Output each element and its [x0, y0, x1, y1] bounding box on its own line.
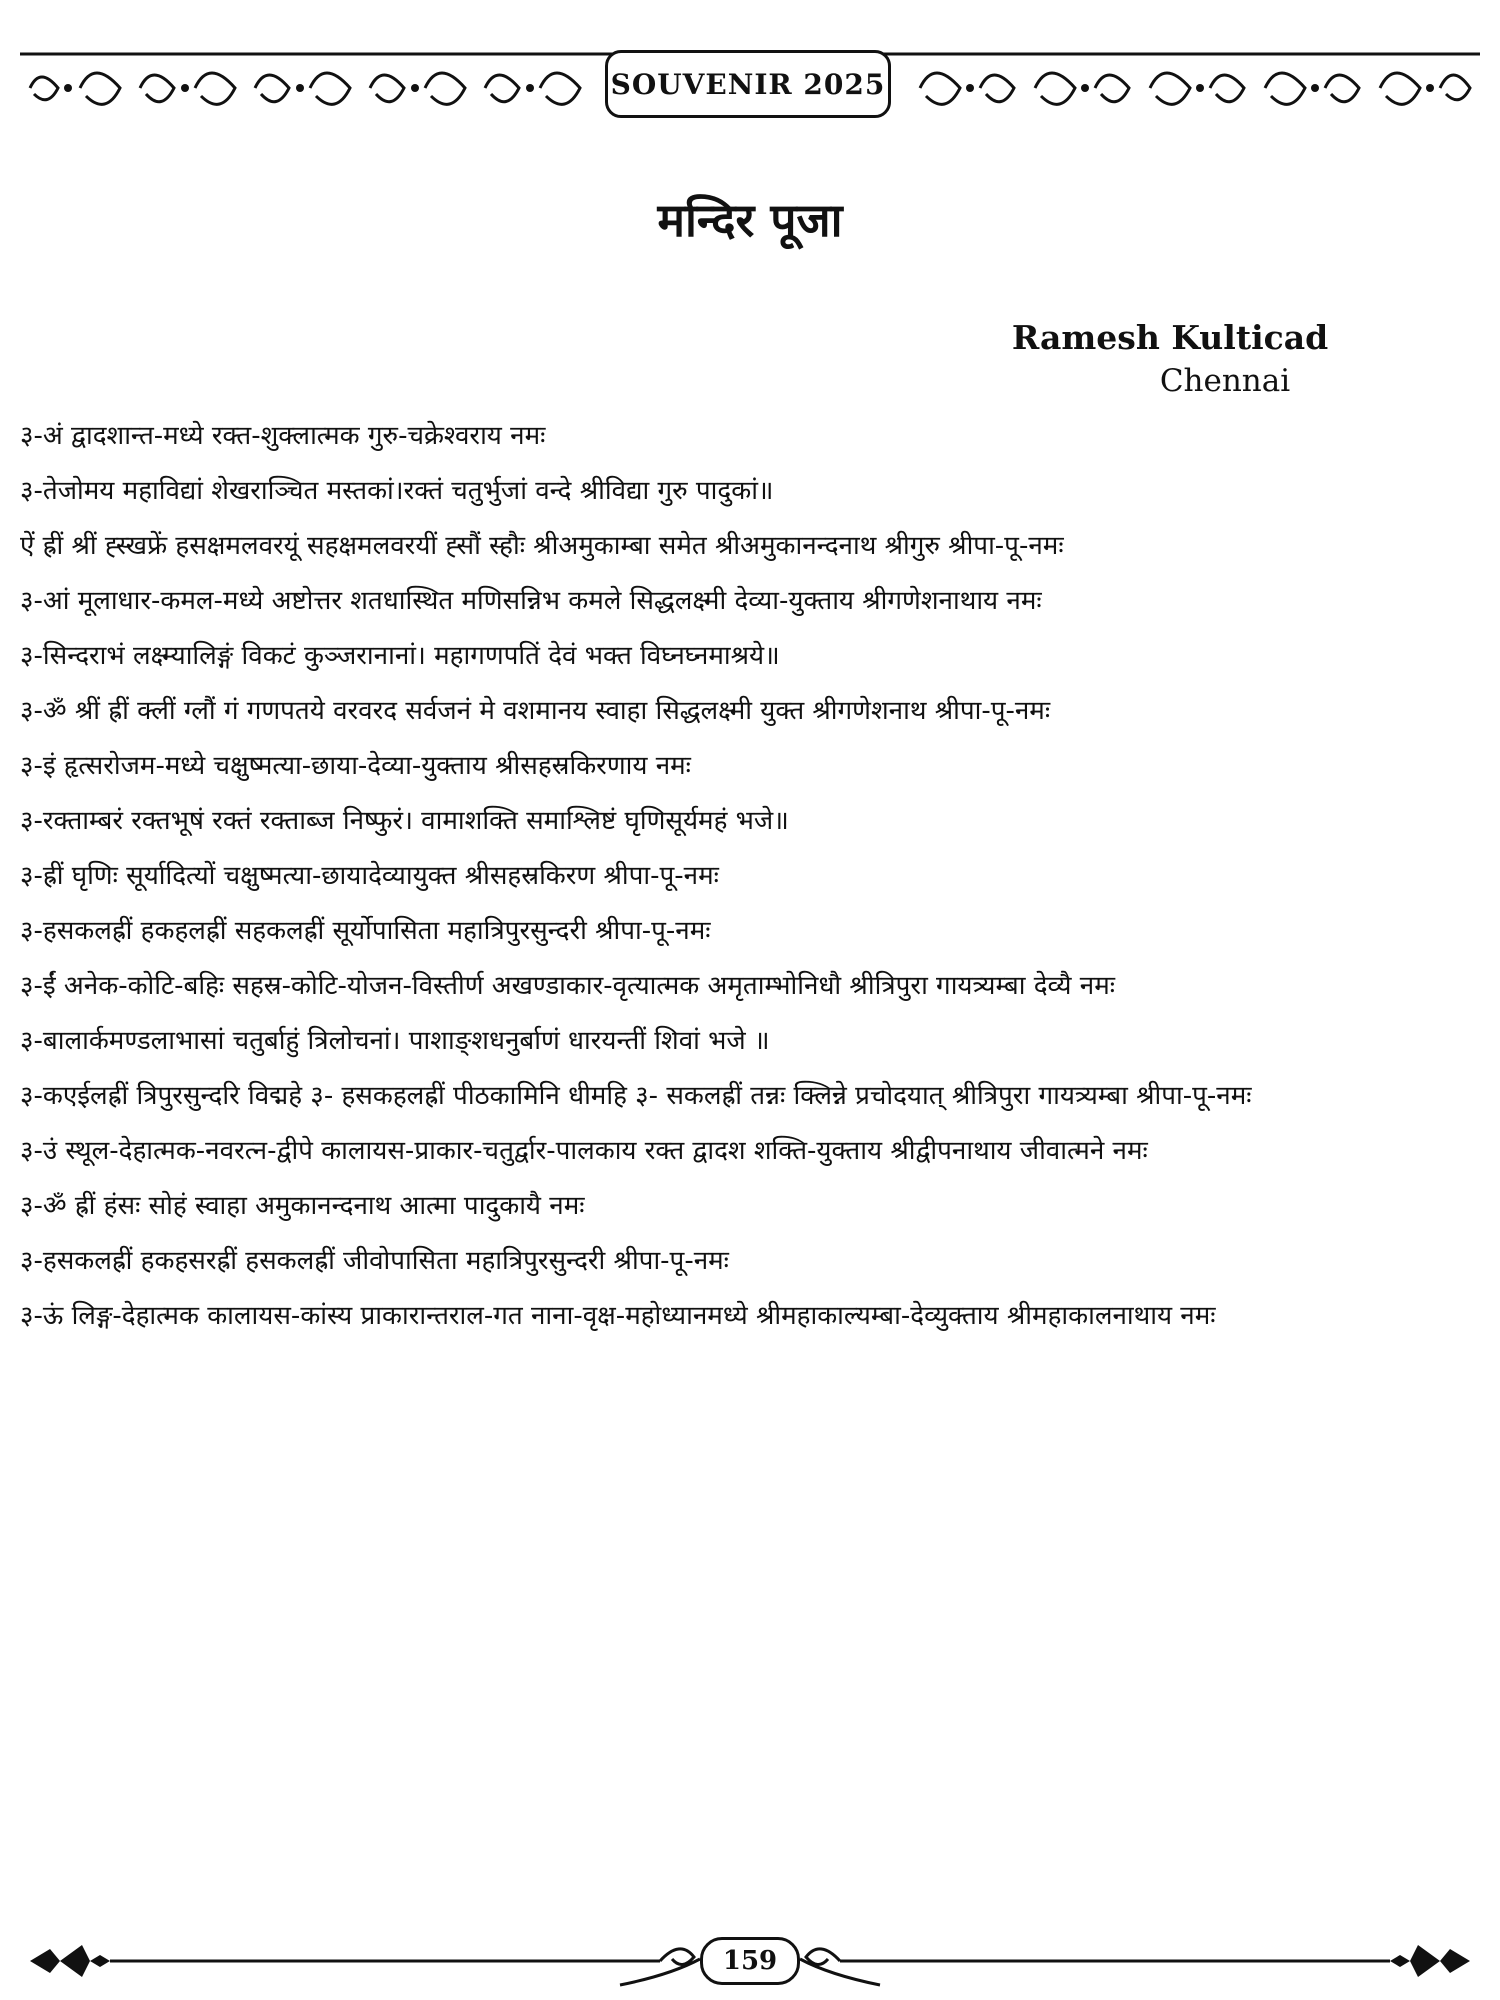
verse-paragraph: ३-ईं अनेक-कोटि-बहिः सहस्र-कोटि-योजन-विस्तीर्ण अखण्डाकार-वृत्यात्मक अमृताम्भोनिधौ श्रीत्रिपुरा गायत्र्यम्बा देव्यै नमः	[20, 971, 1116, 1001]
author-block	[960, 318, 1380, 399]
verse-paragraph: ३-सिन्दराभं लक्ष्म्यालिङ्गं विकटं कुञ्जरानानां। महागणपतिं देवं भक्त विघ्नघ्नमाश्रये॥	[20, 641, 780, 671]
verse-paragraph: ३-हसकलह्रीं हकहलह्रीं सहकलह्रीं सूर्योपासिता महात्रिपुरसुन्दरी श्रीपा-पू-नमः	[20, 916, 711, 946]
header-ornament-band	[20, 48, 1480, 128]
page-number: 159	[700, 1937, 800, 1985]
verse-paragraph: ३-इं हृत्सरोजम-मध्ये चक्षुष्मत्या-छाया-देव्या-युक्ताय श्रीसहस्रकिरणाय नमः	[20, 751, 691, 781]
footer-ornament	[20, 1935, 1480, 1997]
verse-paragraph: ३-अं द्वादशान्त-मध्ये रक्त-शुक्लात्मक गुरु-चक्रेश्वराय नमः	[20, 421, 546, 451]
verse-paragraph: ऐं ह्रीं श्रीं ह्स्खफ्रें हसक्षमलवरयूं सहक्षमलवरयीं ह्सौं स्हौः श्रीअमुकाम्बा समेत श्रीअमुकानन्दनाथ श्रीगुरु श्रीपा-पू-नमः	[20, 531, 1064, 561]
article-body	[20, 412, 1482, 1347]
verse-paragraph: ३-ऊं लिङ्ग-देहात्मक कालायस-कांस्य प्राकारान्तराल-गत नाना-वृक्ष-महोध्यानमध्ये श्रीमहाकाल्यम्बा-देव्युक्ताय श्रीमहाकालनाथाय नमः	[20, 1301, 1216, 1331]
verse-paragraph: ३-ॐ श्रीं ह्रीं क्लीं ग्लौं गं गणपतये वरवरद सर्वजनं मे वशमानय स्वाहा सिद्धलक्ष्मी युक्त श्रीगणेशनाथ श्रीपा-पू-नमः	[20, 696, 1051, 726]
verse-paragraph: ३-उं स्थूल-देहात्मक-नवरत्न-द्वीपे कालायस-प्राकार-चतुर्द्वार-पालकाय रक्त द्वादश शक्ति-युक्ताय श्रीद्वीपनाथाय जीवात्मने नमः	[20, 1136, 1148, 1166]
author-city: Chennai	[1159, 363, 1291, 399]
verse-paragraph: ३-रक्ताम्बरं रक्तभूषं रक्तं रक्ताब्ज निष्फुरं। वामाशक्ति समाश्लिष्टं घृणिसूर्यमहं भजे॥	[20, 806, 789, 836]
verse-paragraph: ३-हसकलह्रीं हकहसरह्रीं हसकलह्रीं जीवोपासिता महात्रिपुरसुन्दरी श्रीपा-पू-नमः	[20, 1246, 729, 1276]
page-title: मन्दिर पूजा	[657, 193, 843, 247]
verse-paragraph: ३-बालार्कमण्डलाभासां चतुर्बाहुं त्रिलोचनां। पाशाङ्शधनुर्बाणं धारयन्तीं शिवां भजे ॥	[20, 1026, 770, 1056]
verse-paragraph: ३-कएईलह्रीं त्रिपुरसुन्दरि विद्महे ३- हसकहलह्रीं पीठकामिनि धीमहि ३- सकलह्रीं तन्नः क्लिन्ने प्रचोदयात् श्रीत्रिपुरा गायत्र्यम्बा श्रीपा-पू-नमः	[20, 1081, 1252, 1111]
souvenir-badge: SOUVENIR 2025	[605, 50, 891, 118]
verse-paragraph: ३-ॐ ह्रीं हंसः सोहं स्वाहा अमुकानन्दनाथ आत्मा पादुकायै नमः	[20, 1191, 585, 1221]
verse-paragraph: ३-आं मूलाधार-कमल-मध्ये अष्टोत्तर शतधास्थित मणिसन्निभ कमले सिद्धलक्ष्मी देव्या-युक्ताय श्रीगणेशनाथाय नमः	[20, 586, 1042, 616]
author-name: Ramesh Kulticad	[1011, 318, 1329, 357]
verse-paragraph: ३-ह्रीं घृणिः सूर्यादित्यों चक्षुष्मत्या-छायादेव्यायुक्त श्रीसहस्रकिरण श्रीपा-पू-नमः	[20, 861, 719, 891]
verse-paragraph: ३-तेजोमय महाविद्यां शेखराञ्चित मस्तकां।रक्तं चतुर्भुजां वन्दे श्रीविद्या गुरु पादुकां॥	[20, 476, 774, 506]
